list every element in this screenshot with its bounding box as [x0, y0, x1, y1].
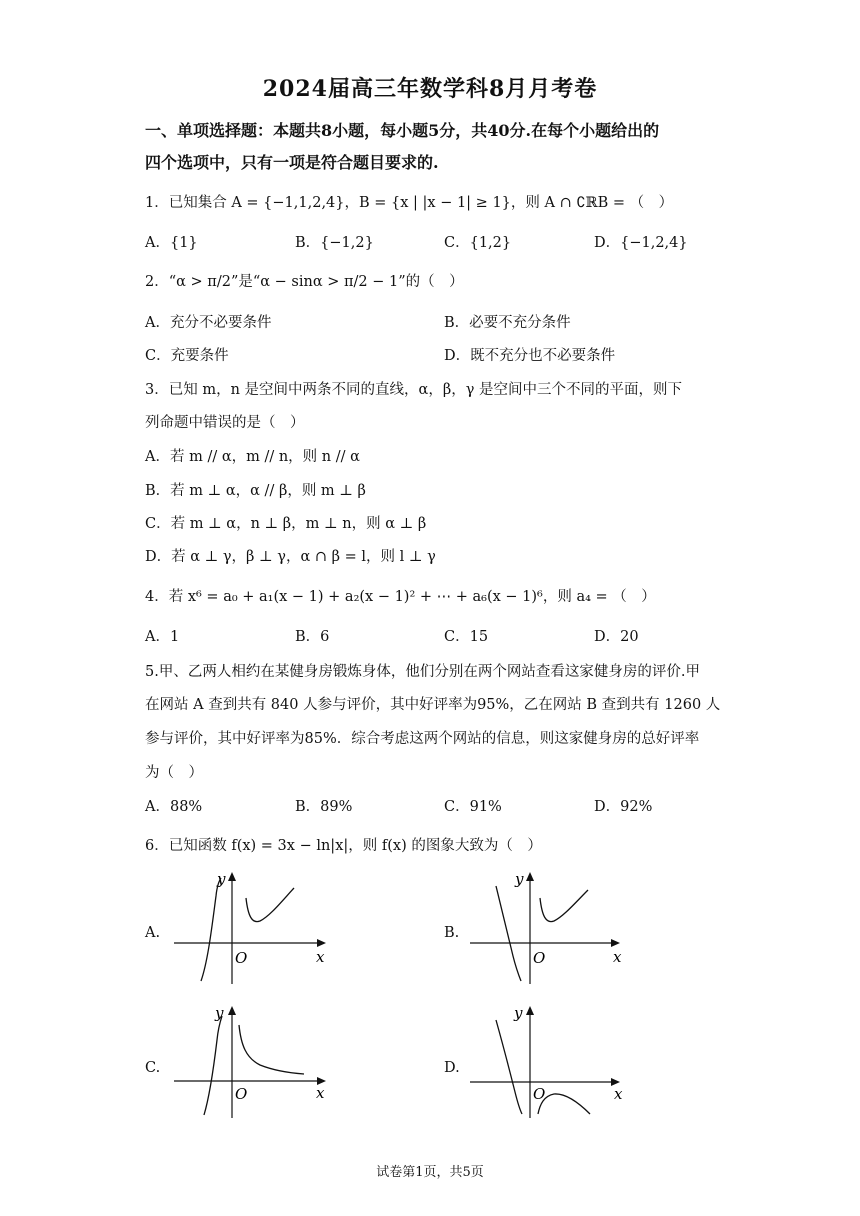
curve-right-branch	[239, 1025, 304, 1074]
question-3-option-c: C．若 m ⊥ α，n ⊥ β，m ⊥ n，则 α ⊥ β	[145, 516, 427, 532]
y-axis-label: y	[217, 870, 226, 888]
question-6-stem: 6．已知函数 f(x) = 3x − ln|x|，则 f(x) 的图象大致为（ ）	[145, 838, 542, 854]
y-axis-arrow	[526, 872, 534, 881]
graph-option-d	[468, 1000, 628, 1120]
question-6-option-d-label: D.	[444, 1060, 460, 1076]
question-3-stem-line-1: 3．已知 m，n 是空间中两条不同的直线，α，β，γ 是空间中三个不同的平面，则下	[145, 382, 682, 398]
question-1-option-d: D．{−1,2,4}	[594, 235, 688, 251]
curve-left-branch	[201, 878, 221, 981]
question-3-option-a: A．若 m // α，m // n，则 n // α	[145, 449, 360, 465]
y-axis-label: y	[215, 1004, 224, 1022]
question-4-option-c: C．15	[444, 629, 489, 645]
question-5-option-a: A．88%	[145, 799, 203, 815]
x-axis-label: x	[614, 1085, 623, 1103]
section-heading-line-2: 四个选项中，只有一项是符合题目要求的.	[145, 153, 439, 172]
x-axis-label: x	[613, 948, 622, 966]
y-axis-arrow	[526, 1006, 534, 1015]
question-3-option-d: D．若 α ⊥ γ，β ⊥ γ，α ∩ β = l，则 l ⊥ γ	[145, 549, 436, 565]
question-2-option-c: C．充要条件	[145, 348, 229, 364]
question-1-stem: 1．已知集合 A = {−1,1,2,4}，B = {x | |x − 1| ≥ 1}，则 A ∩ ∁ℝB = （ ）	[145, 195, 674, 211]
question-5-option-d: D．92%	[594, 799, 653, 815]
question-2-option-d: D．既不充分也不必要条件	[444, 348, 616, 364]
curve-left-branch	[496, 886, 521, 981]
question-4-stem: 4．若 x⁶ = a₀ + a₁(x − 1) + a₂(x − 1)² + ⋯ + a₆(x − 1)⁶，则 a₄ = （ ）	[145, 589, 656, 605]
question-2-option-b: B．必要不充分条件	[444, 315, 571, 331]
question-1-option-a: A．{1}	[145, 235, 198, 251]
question-2-option-a: A．充分不必要条件	[145, 315, 272, 331]
curve-left-branch	[496, 1020, 522, 1114]
question-6-option-c-label: C.	[145, 1060, 161, 1076]
y-axis-label: y	[514, 1004, 523, 1022]
question-6-option-b-label: B.	[444, 925, 460, 941]
x-axis-arrow	[317, 939, 326, 947]
curve-right-branch	[540, 890, 588, 922]
graph-option-b	[468, 866, 628, 986]
question-6-option-a-label: A.	[145, 925, 161, 941]
question-3-option-b: B．若 m ⊥ α，α // β，则 m ⊥ β	[145, 483, 366, 499]
origin-label: O	[533, 1085, 546, 1103]
y-axis-arrow	[228, 1006, 236, 1015]
page-footer: 试卷第1页，共5页	[376, 1165, 484, 1180]
question-5-stem-line-1: 5.甲、乙两人相约在某健身房锻炼身体，他们分别在两个网站查看这家健身房的评价.甲	[145, 664, 700, 680]
curve-left-branch	[204, 1016, 222, 1115]
section-heading-line-1: 一、单项选择题：本题共8小题，每小题5分，共40分.在每个小题给出的	[145, 121, 660, 140]
page-title: 2024届高三年数学科8月月考卷	[262, 76, 598, 102]
question-4-option-b: B．6	[295, 629, 330, 645]
question-2-stem: 2．“α > π/2”是“α − sinα > π/2 − 1”的（ ）	[145, 274, 464, 290]
origin-label: O	[235, 949, 248, 967]
y-axis-arrow	[228, 872, 236, 881]
question-5-option-c: C．91%	[444, 799, 502, 815]
question-5-stem-line-2: 在网站 A 查到共有 840 人参与评价，其中好评率为95%，乙在网站 B 查到共有 1260 人	[145, 697, 721, 713]
question-3-stem-line-2: 列命题中错误的是（ ）	[145, 415, 305, 431]
x-axis-label: x	[316, 948, 325, 966]
x-axis-arrow	[611, 939, 620, 947]
graph-option-a	[170, 866, 330, 986]
question-4-option-a: A．1	[145, 629, 180, 645]
graph-option-c	[170, 1000, 330, 1120]
question-5-option-b: B．89%	[295, 799, 353, 815]
y-axis-label: y	[515, 870, 524, 888]
x-axis-label: x	[316, 1084, 325, 1102]
curve-right-branch	[246, 888, 294, 922]
question-1-option-b: B．{−1,2}	[295, 235, 374, 251]
question-5-stem-line-4: 为（ ）	[145, 765, 203, 781]
question-1-option-c: C．{1,2}	[444, 235, 512, 251]
question-5-stem-line-3: 参与评价，其中好评率为85%．综合考虑这两个网站的信息，则这家健身房的总好评率	[145, 731, 700, 747]
origin-label: O	[235, 1085, 248, 1103]
curve-right-branch	[538, 1094, 590, 1114]
question-4-option-d: D．20	[594, 629, 639, 645]
origin-label: O	[533, 949, 546, 967]
